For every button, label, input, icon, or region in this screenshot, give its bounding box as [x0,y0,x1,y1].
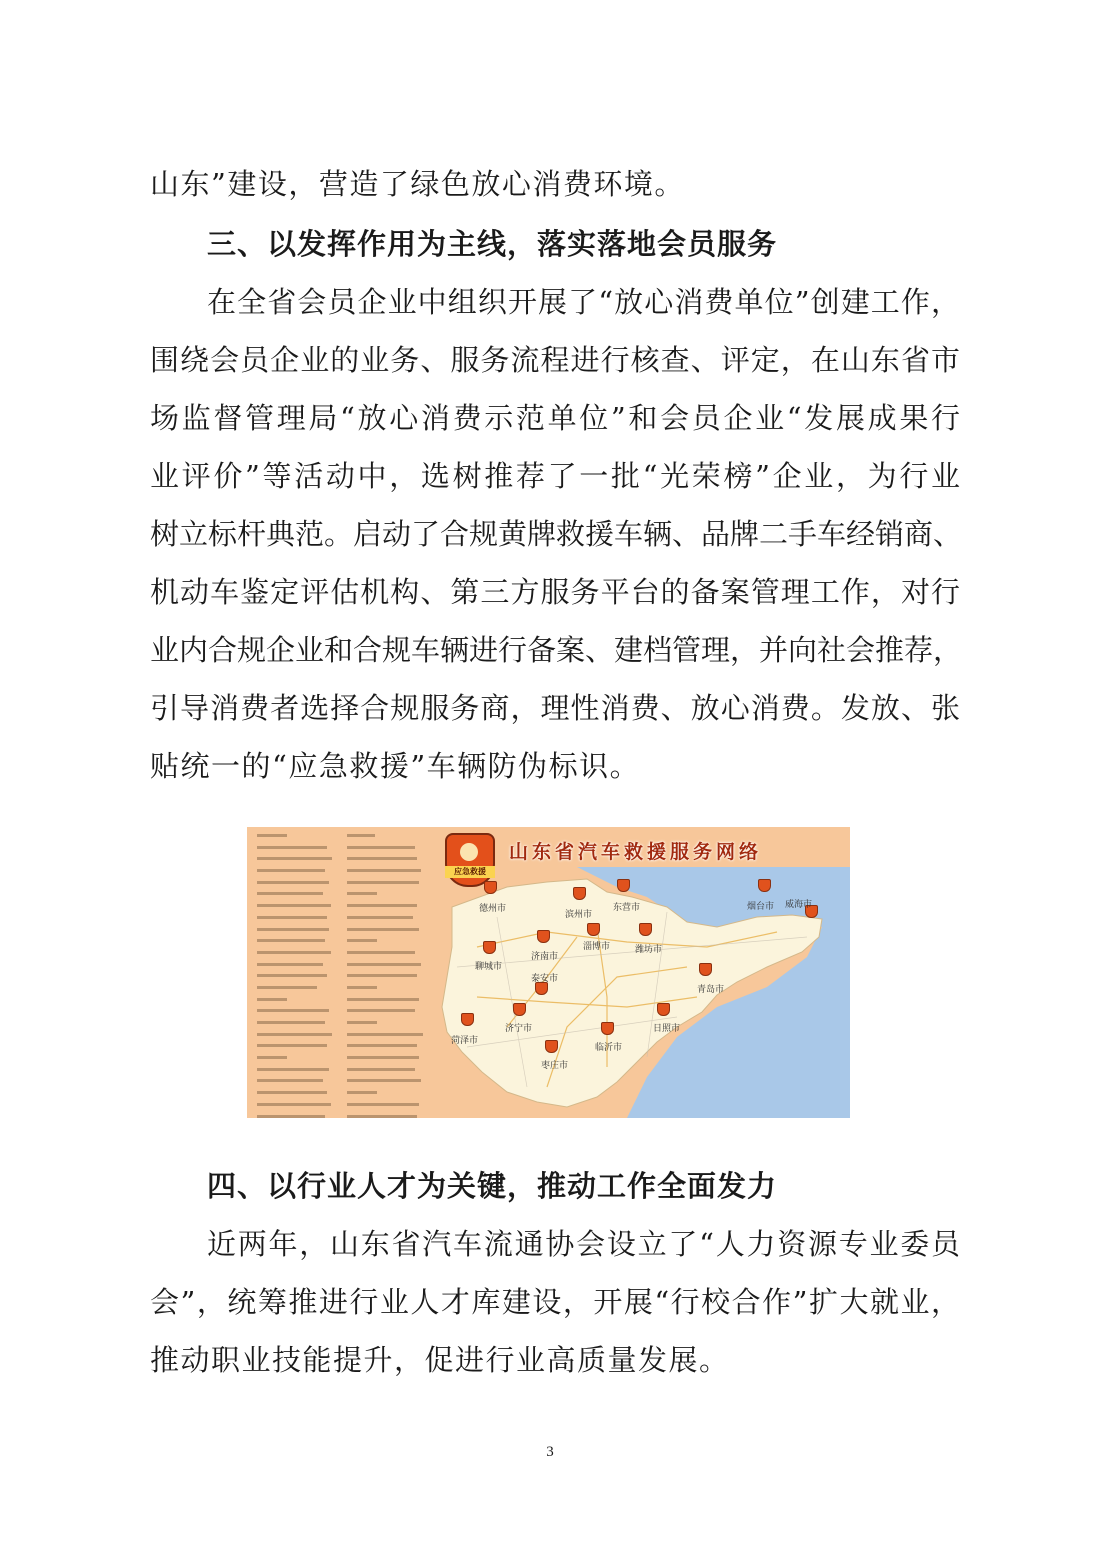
page-number: 3 [546,1444,554,1460]
section-4-line: 推动职业技能提升，促进行业高质量发展。 [150,1343,730,1377]
map-pin-icon [617,879,630,892]
section-4-line: 会”，统筹推进行业人才库建设，开展“行校合作”扩大就业， [150,1285,960,1319]
map-pin-icon [587,923,600,936]
city-label: 滨州市 [565,910,593,920]
section-3-line: 业评价”等活动中，选树推荐了一批“光荣榜”企业，为行业 [150,459,960,493]
emergency-rescue-badge-icon [445,833,495,887]
city-label: 临沂市 [595,1043,623,1053]
city-label: 威海市 [785,900,813,910]
city-label: 泰安市 [531,974,559,984]
map-pin-icon [639,923,652,936]
map-banner-title: 山东省汽车救援服务网络 [509,841,763,863]
city-label: 枣庄市 [541,1061,569,1071]
section-3-line: 树立标杆典范。启动了合规黄牌救援车辆、品牌二手车经销商、 [150,517,963,551]
map-pin-icon [657,1003,670,1016]
map-pin-icon [758,879,771,892]
city-label: 德州市 [479,904,507,914]
map-pin-icon [513,1003,526,1016]
map-pin-icon [461,1013,474,1026]
paragraph-continuation: 山东”建设，营造了绿色放心消费环境。 [150,167,685,201]
map-pin-icon [483,941,496,954]
section-3-line: 机动车鉴定评估机构、第三方服务平台的备案管理工作，对行 [150,575,960,609]
city-label: 东营市 [613,903,641,913]
map-pin-icon [601,1022,614,1035]
section-3-line: 在全省会员企业中组织开展了“放心消费单位”创建工作， [207,285,960,319]
section-3-line: 场监督管理局“放心消费示范单位”和会员企业“发展成果行 [150,401,960,435]
city-label: 济宁市 [505,1024,533,1034]
city-label: 淄博市 [583,942,611,952]
section-3-heading: 三、以发挥作用为主线，落实落地会员服务 [207,227,778,261]
section-3-line: 引导消费者选择合规服务商，理性消费、放心消费。发放、张 [150,691,960,725]
city-label: 聊城市 [475,962,503,972]
city-label: 青岛市 [697,985,725,995]
city-label: 日照市 [653,1024,681,1034]
city-label: 潍坊市 [635,945,663,955]
section-3-line: 围绕会员企业的业务、服务流程进行核查、评定，在山东省市 [150,343,960,377]
city-label: 菏泽市 [451,1036,479,1046]
map-pin-icon [699,963,712,976]
section-4-heading: 四、以行业人才为关键，推动工作全面发力 [207,1169,778,1203]
map-pin-icon [545,1040,558,1053]
section-3-line: 贴统一的“应急救援”车辆防伪标识。 [150,749,641,783]
section-4-line: 近两年，山东省汽车流通协会设立了“人力资源专业委员 [207,1227,960,1261]
rescue-network-map-figure [247,827,850,1118]
badge-label: 应急救援 [445,866,495,878]
city-label: 烟台市 [747,902,775,912]
map-pin-icon [537,930,550,943]
city-label: 济南市 [531,952,559,962]
map-pin-icon [573,887,586,900]
map-pin-icon [484,881,497,894]
section-3-line: 业内合规企业和合规车辆进行备案、建档管理，并向社会推荐， [150,633,963,667]
badge-emblem [460,843,478,861]
